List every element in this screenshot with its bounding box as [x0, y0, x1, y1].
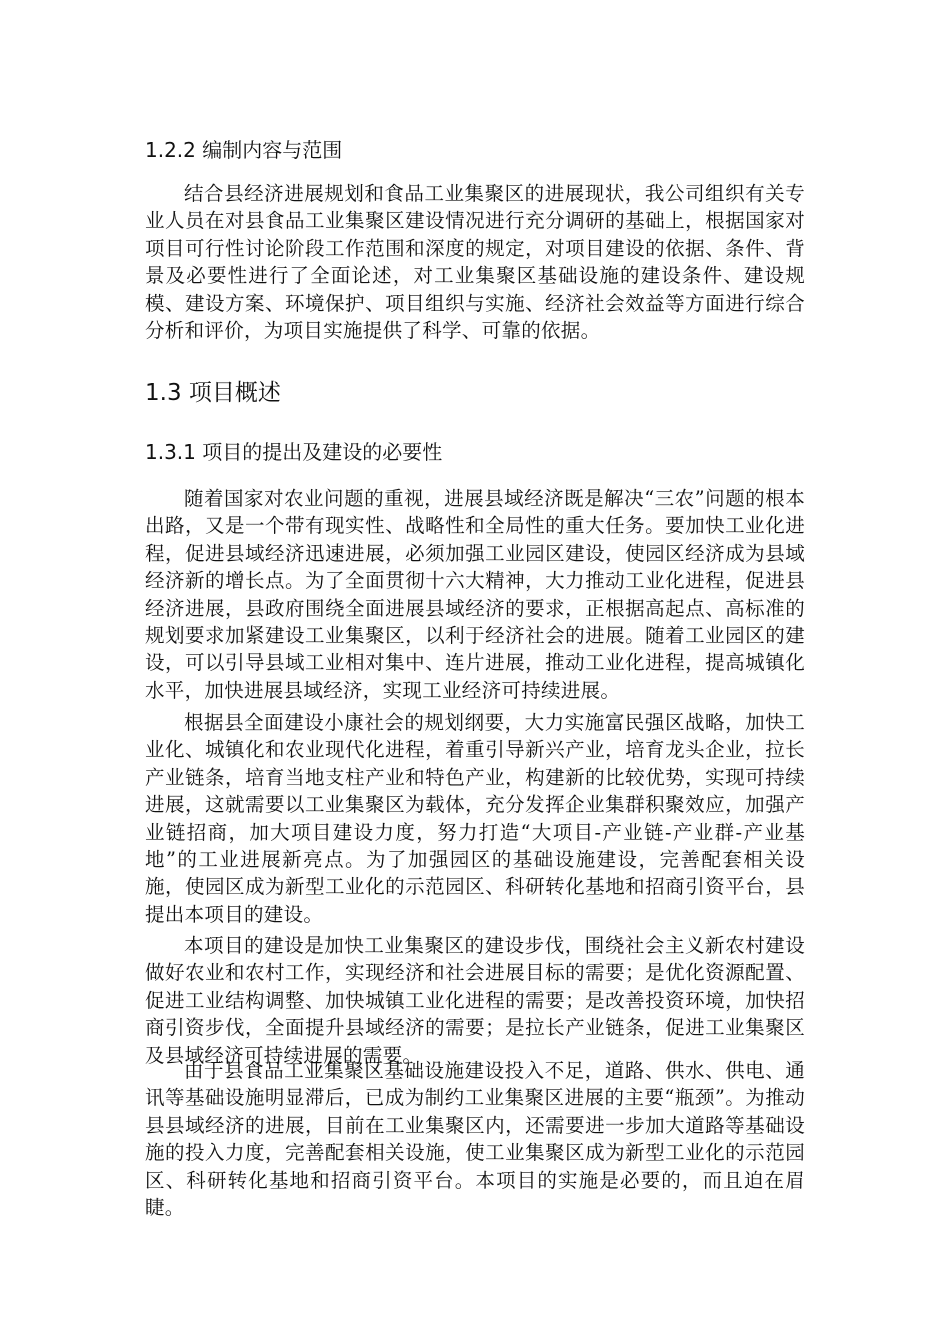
section-heading-1-3: 1.3 项目概述	[145, 380, 281, 406]
paragraph-scope: 结合县经济进展规划和食品工业集聚区的进展现状，我公司组织有关专业人员在对县食品工业集聚区建设情况进行充分调研的基础上，根据国家对项目可行性讨论阶段工作范围和深度的规定，对项目建设的依据、条件、背景及必要性进行了全面论述，对工业集聚区基础设施的建设条件、建设规模、建设方案、环境保护、项目组织与实施、经济社会效益等方面进行综合分析和评价，为项目实施提供了科学、可靠的依据。	[145, 182, 805, 343]
section-heading-1-2-2: 1.2.2 编制内容与范围	[145, 138, 343, 162]
paragraph-necessity-3: 本项目的建设是加快工业集聚区的建设步伐，围绕社会主义新农村建设做好农业和农村工作，实现经济和社会进展目标的需要；是优化资源配置、促进工业结构调整、加快城镇工业化进程的需要；是改善投资环境，加快招商引资步伐，全面提升县域经济的需要；是拉长产业链条，促进工业集聚区及县域经济可持续进展的需要。	[145, 934, 805, 1067]
paragraph-necessity-2: 根据县全面建设小康社会的规划纲要，大力实施富民强区战略，加快工业化、城镇化和农业现代化进程，着重引导新兴产业，培育龙头企业，拉长产业链条，培育当地支柱产业和特色产业，构建新的比较优势，实现可持续进展，这就需要以工业集聚区为载体，充分发挥企业集群积聚效应，加强产业链招商，加大项目建设力度，努力打造“大项目-产业链-产业群-产业基地”的工业进展新亮点。为了加强园区的基础设施建设，完善配套相关设施，使园区成为新型工业化的示范园区、科研转化基地和招商引资平台，县提出本项目的建设。	[145, 711, 805, 926]
paragraph-necessity-4: 由于县食品工业集聚区基础设施建设投入不足，道路、供水、供电、通讯等基础设施明显滞后，已成为制约工业集聚区进展的主要“瓶颈”。为推动县县域经济的进展，目前在工业集聚区内，还需要进一步加大道路等基础设施的投入力度，完善配套相关设施，使工业集聚区成为新型工业化的示范园区、科研转化基地和招商引资平台。本项目的实施是必要的，而且迫在眉睫。	[145, 1059, 805, 1220]
paragraph-necessity-1: 随着国家对农业问题的重视，进展县域经济既是解决“三农”问题的根本出路，又是一个带有现实性、战略性和全局性的重大任务。要加快工业化进程，促进县域经济迅速进展，必须加强工业园区建设，使园区经济成为县域经济新的增长点。为了全面贯彻十六大精神，大力推动工业化进程，促进县经济进展，县政府围绕全面进展县域经济的要求，正根据高起点、高标准的规划要求加紧建设工业集聚区，以利于经济社会的进展。随着工业园区的建设，可以引导县域工业相对集中、连片进展，推动工业化进程，提高城镇化水平，加快进展县域经济，实现工业经济可持续进展。	[145, 487, 805, 702]
section-heading-1-3-1: 1.3.1 项目的提出及建设的必要性	[145, 440, 443, 464]
